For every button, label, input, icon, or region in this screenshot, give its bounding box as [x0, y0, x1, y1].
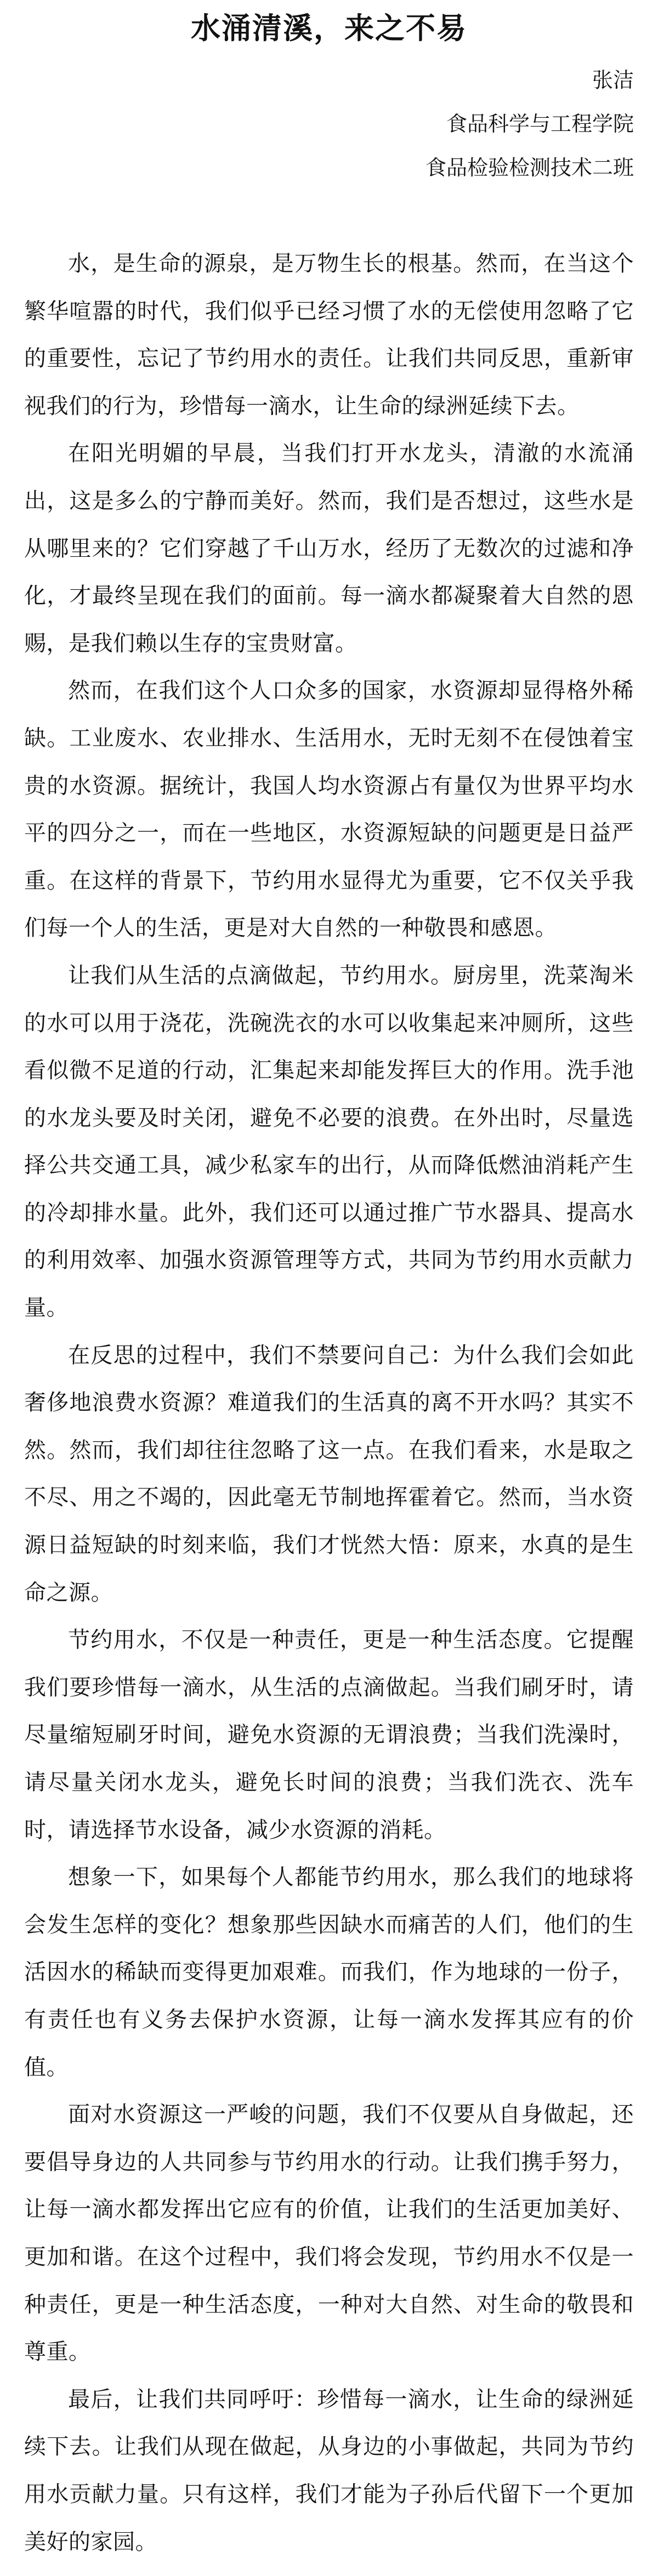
paragraph: 然而，在我们这个人口众多的国家，水资源却显得格外稀缺。工业废水、农业排水、生活用水，无时无刻不在侵蚀着宝贵的水资源。据统计，我国人均水资源占有量仅为世界平均水平的四分之一，而在一些地区，水资源短缺的问题更是日益严重。在这样的背景下，节约用水显得尤为重要，它不仅关乎我们每一个人的生活，更是对大自然的一种敬畏和感恩。: [24, 678, 634, 941]
paragraph: 想象一下，如果每个人都能节约用水，那么我们的地球将会发生怎样的变化？想象那些因缺水而痛苦的人们，他们的生活因水的稀缺而变得更加艰难。而我们，作为地球的一份子，有责任也有义务去保护水资源，让每一滴水发挥其应有的价值。: [24, 1865, 634, 2080]
paragraph: 在反思的过程中，我们不禁要问自己：为什么我们会如此奢侈地浪费水资源？难道我们的生活真的离不开水吗？其实不然。然而，我们却往往忽略了这一点。在我们看来，水是取之不尽、用之不竭的，因此毫无节制地挥霍着它。然而，当水资源日益短缺的时刻来临，我们才恍然大悟：原来，水真的是生命之源。: [24, 1342, 634, 1605]
author-college: 食品科学与工程学院: [446, 112, 634, 136]
paragraph: 面对水资源这一严峻的问题，我们不仅要从自身做起，还要倡导身边的人共同参与节约用水的行动。让我们携手努力，让每一滴水都发挥出它应有的价值，让我们的生活更加美好、更加和谐。在这个过程中，我们将会发现，节约用水不仅是一种责任，更是一种生活态度，一种对大自然、对生命的敬畏和尊重。: [24, 2102, 634, 2365]
author-name: 张洁: [592, 68, 634, 92]
paragraph: 水，是生命的源泉，是万物生长的根基。然而，在当这个繁华喧嚣的时代，我们似乎已经习惯了水的无偿使用忽略了它的重要性，忘记了节约用水的责任。让我们共同反思，重新审视我们的行为，珍惜每一滴水，让生命的绿洲延续下去。: [24, 251, 634, 419]
paragraph: 在阳光明媚的早晨，当我们打开水龙头，清澈的水流涌出，这是多么的宁静而美好。然而，我们是否想过，这些水是从哪里来的？它们穿越了千山万水，经历了无数次的过滤和净化，才最终呈现在我们的面前。每一滴水都凝聚着大自然的恩赐，是我们赖以生存的宝贵财富。: [24, 441, 634, 656]
paragraph: 让我们从生活的点滴做起，节约用水。厨房里，洗菜淘米的水可以用于浇花，洗碗洗衣的水可以收集起来冲厕所，这些看似微不足道的行动，汇集起来却能发挥巨大的作用。洗手池的水龙头要及时关闭，避免不必要的浪费。在外出时，尽量选择公共交通工具，减少私家车的出行，从而降低燃油消耗产生的冷却排水量。此外，我们还可以通过推广节水器具、提高水的利用效率、加强水资源管理等方式，共同为节约用水贡献力量。: [24, 962, 634, 1321]
essay-body: [24, 240, 634, 2566]
paragraph: 节约用水，不仅是一种责任，更是一种生活态度。它提醒我们要珍惜每一滴水，从生活的点滴做起。当我们刷牙时，请尽量缩短刷牙时间，避免水资源的无谓浪费；当我们洗澡时，请尽量关闭水龙头，避免长时间的浪费；当我们洗衣、洗车时，请选择节水设备，减少水资源的消耗。: [24, 1627, 634, 1843]
author-info: [24, 58, 634, 190]
author-class: 食品检验检测技术二班: [425, 156, 634, 180]
paragraph: 最后，让我们共同呼吁：珍惜每一滴水，让生命的绿洲延续下去。让我们从现在做起，从身边的小事做起，共同为节约用水贡献力量。只有这样，我们才能为子孙后代留下一个更加美好的家园。: [24, 2386, 634, 2555]
essay-title: 水涌清溪，来之不易: [191, 11, 467, 45]
